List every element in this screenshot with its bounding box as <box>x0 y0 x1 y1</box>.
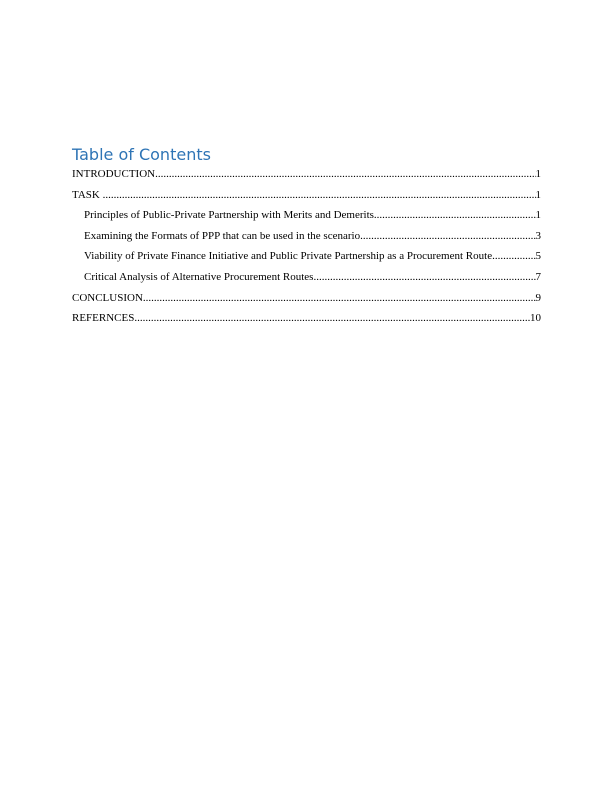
toc-entry-page: 1 <box>535 209 541 222</box>
toc-entry-formats-of-ppp[interactable] <box>72 226 541 247</box>
dot-leader <box>134 308 530 329</box>
toc-entry-label: Examining the Formats of PPP that can be used in the scenario <box>84 229 361 242</box>
toc-entry-label: Critical Analysis of Alternative Procurement Routes <box>84 270 314 283</box>
toc-entry-introduction[interactable] <box>72 164 541 185</box>
dot-leader <box>313 267 535 288</box>
toc-entry-references[interactable] <box>72 308 541 329</box>
toc-entry-label: INTRODUCTION <box>72 168 156 180</box>
toc-entry-label: CONCLUSION <box>72 291 143 304</box>
toc-entry-principles-of-ppp[interactable] <box>72 205 541 226</box>
dot-leader <box>155 164 535 185</box>
toc-entry-page: 1 <box>535 168 541 180</box>
toc-heading: Table of Contents <box>72 145 211 164</box>
toc-entry-page: 10 <box>530 312 541 325</box>
toc-entry-label: Viability of Private Finance Initiative and Public Private Partnership as a Procurement Route. <box>84 250 495 263</box>
dot-leader <box>103 185 536 206</box>
toc-list <box>72 164 541 329</box>
toc-entry-task[interactable] <box>72 185 541 206</box>
toc-entry-label: REFERNCES <box>72 312 135 325</box>
toc-entry-alternative-procurement[interactable] <box>72 267 541 288</box>
toc-entry-page: 7 <box>535 270 541 283</box>
toc-entry-page: 1 <box>535 188 541 201</box>
toc-entry-conclusion[interactable] <box>72 288 541 309</box>
toc-entry-page: 9 <box>535 291 541 304</box>
toc-entry-label: TASK <box>72 188 103 201</box>
toc-entry-label: Principles of Public-Private Partnership with Merits and Demerits <box>84 209 374 222</box>
dot-leader <box>374 205 536 226</box>
dot-leader <box>495 246 536 267</box>
toc-entry-viability-of-pfi[interactable] <box>72 246 541 267</box>
dot-leader <box>360 226 535 247</box>
toc-entry-page: 5 <box>535 250 541 263</box>
toc-entry-page: 3 <box>535 229 541 242</box>
dot-leader <box>143 288 536 309</box>
